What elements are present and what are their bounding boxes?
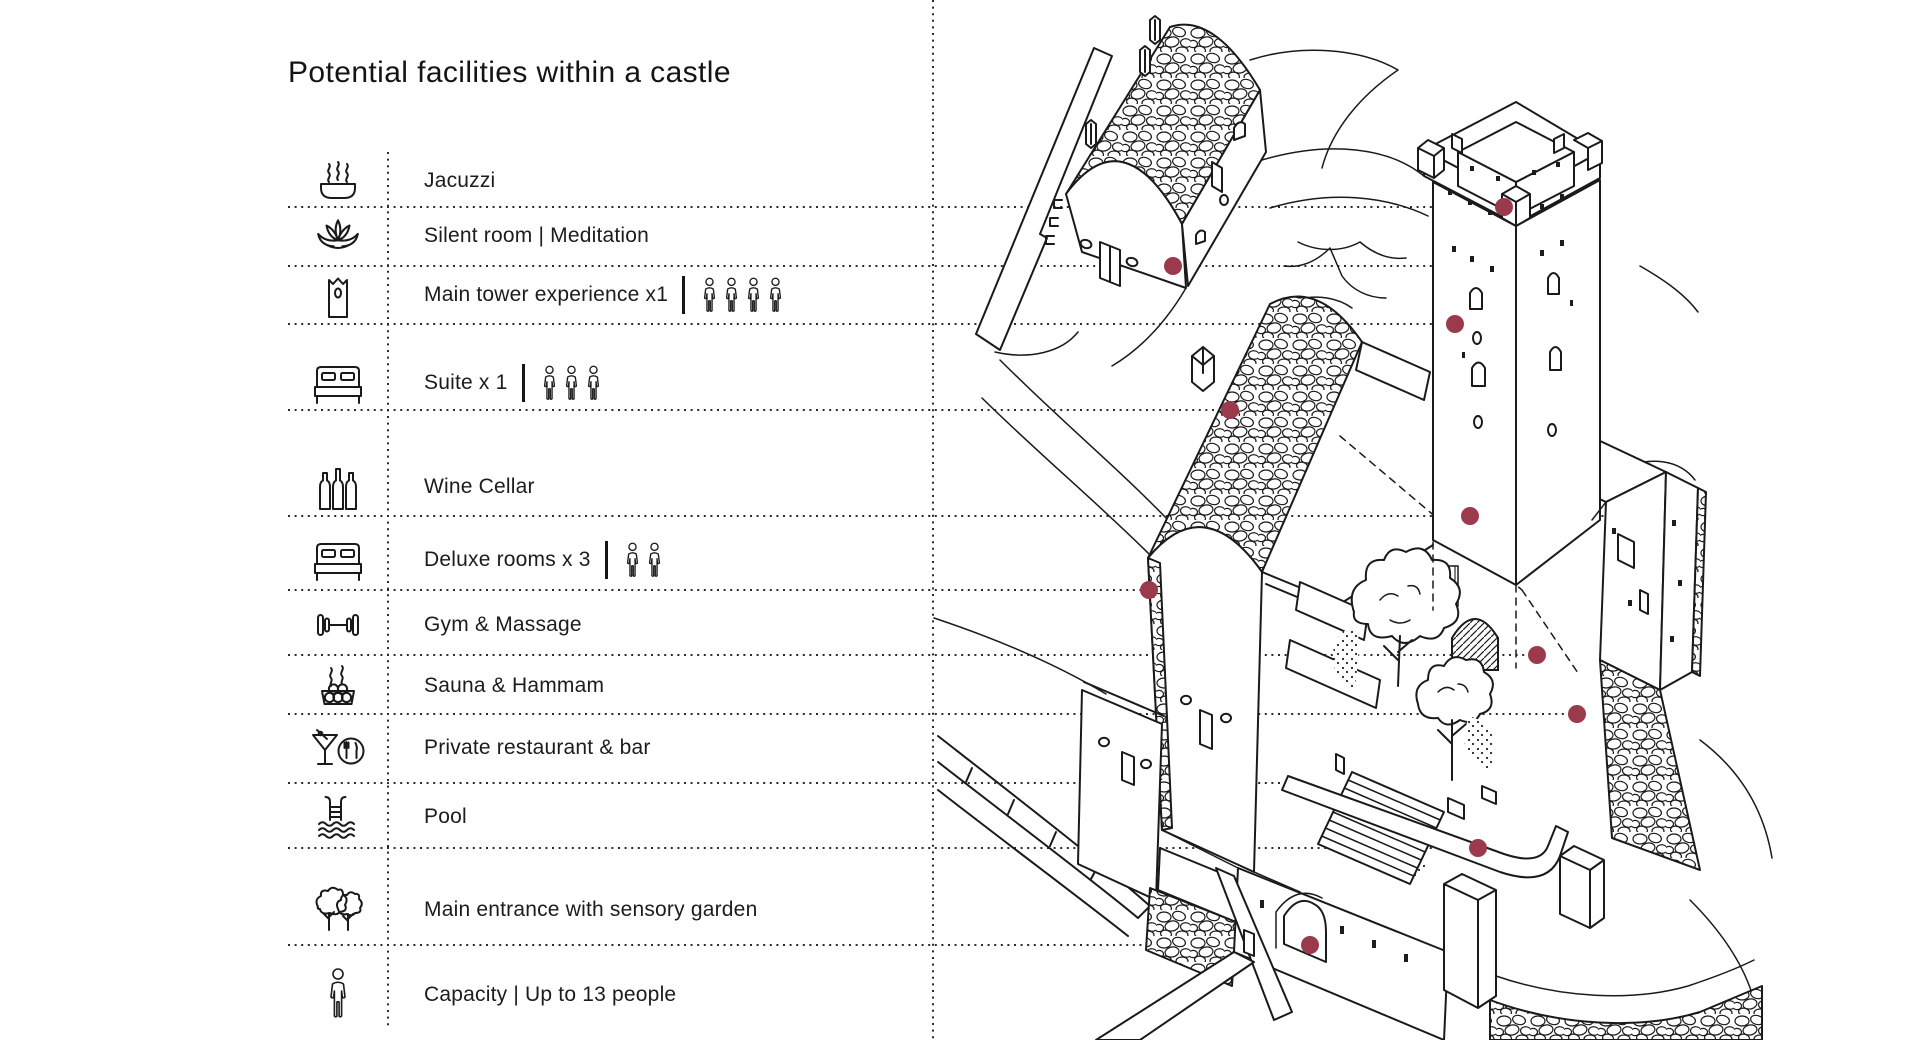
legend-row-pool xyxy=(288,785,936,849)
legend-row-restaurant xyxy=(288,716,936,780)
facility-marker xyxy=(1469,839,1487,857)
legend-row-deluxe-rooms xyxy=(288,528,936,592)
person-icon xyxy=(745,277,762,313)
person-icon xyxy=(585,365,602,401)
person-icon xyxy=(723,277,740,313)
tower-icon xyxy=(321,271,355,319)
garden-tree xyxy=(1416,657,1493,724)
facility-label: Silent room | Meditation xyxy=(424,224,650,247)
person-icon xyxy=(325,967,351,1024)
facility-marker xyxy=(1446,315,1464,333)
legend-row-wine-cellar xyxy=(288,455,936,519)
facility-label: Wine Cellar xyxy=(424,475,535,498)
facility-label: Suite x 1 xyxy=(424,371,508,394)
person-icon xyxy=(624,542,641,578)
tower-right-face xyxy=(1516,180,1600,585)
facility-label: Pool xyxy=(424,805,467,828)
lower-left-wing xyxy=(1078,682,1164,900)
lotus-icon xyxy=(313,214,363,258)
trees-icon xyxy=(310,885,366,935)
barn-building xyxy=(976,16,1266,350)
facility-label: Main entrance with sensory garden xyxy=(424,898,758,921)
facility-label: Sauna & Hammam xyxy=(424,674,605,697)
divider-bar xyxy=(682,276,685,314)
bed-icon xyxy=(311,361,365,405)
facility-marker xyxy=(1164,257,1182,275)
guest-icons xyxy=(624,542,663,578)
shrub-patch xyxy=(1464,716,1495,770)
legend-row-suite xyxy=(288,351,936,415)
facility-label: Deluxe rooms x 3 xyxy=(424,548,591,571)
jacuzzi-icon xyxy=(314,157,362,205)
tower-window xyxy=(1470,288,1482,309)
pool-ladder-icon xyxy=(314,793,362,841)
stone-bench xyxy=(1448,786,1496,819)
facility-marker xyxy=(1140,581,1158,599)
tower-window xyxy=(1550,347,1561,370)
person-icon xyxy=(646,542,663,578)
bed-icon xyxy=(311,538,365,582)
facility-marker xyxy=(1461,507,1479,525)
facility-marker xyxy=(1301,936,1319,954)
garden-tree xyxy=(1352,548,1460,643)
wine-bottles-icon xyxy=(316,463,360,511)
sauna-stones-icon xyxy=(314,662,362,710)
facility-label: Gym & Massage xyxy=(424,613,582,636)
cocktail-cutlery-icon xyxy=(310,725,366,771)
entry-ramp xyxy=(1096,952,1254,1040)
facility-marker xyxy=(1528,646,1546,664)
legend-row-silent-room xyxy=(288,204,936,268)
person-icon xyxy=(541,365,558,401)
divider-bar xyxy=(605,541,608,579)
facility-marker xyxy=(1495,198,1513,216)
lower-road xyxy=(1490,960,1762,1040)
tower-window xyxy=(1472,363,1485,387)
gate-corner-post xyxy=(1444,874,1496,1008)
legend-row-capacity xyxy=(288,963,936,1027)
facility-marker xyxy=(1568,705,1586,723)
person-icon xyxy=(563,365,580,401)
corner-merlon xyxy=(1418,140,1444,178)
terrace-parapet xyxy=(1282,776,1568,877)
facility-label: Private restaurant & bar xyxy=(424,736,651,759)
facility-label: Main tower experience x1 xyxy=(424,283,669,306)
guest-icons xyxy=(541,365,602,401)
divider-bar xyxy=(522,364,525,402)
guest-icons xyxy=(701,277,784,313)
dumbbell-icon xyxy=(314,601,362,649)
terrace-corner-post xyxy=(1560,846,1604,928)
page-title: Potential facilities within a castle xyxy=(288,56,731,89)
tower-window xyxy=(1548,273,1559,294)
person-icon xyxy=(701,277,718,313)
legend-row-main-tower xyxy=(288,263,936,327)
person-icon xyxy=(767,277,784,313)
facility-label: Jacuzzi xyxy=(424,169,496,192)
facility-marker xyxy=(1221,401,1239,419)
legend-row-gym xyxy=(288,593,936,657)
legend-row-main-entrance xyxy=(288,878,936,942)
legend-row-sauna xyxy=(288,654,936,718)
facility-label: Capacity | Up to 13 people xyxy=(424,983,677,1006)
